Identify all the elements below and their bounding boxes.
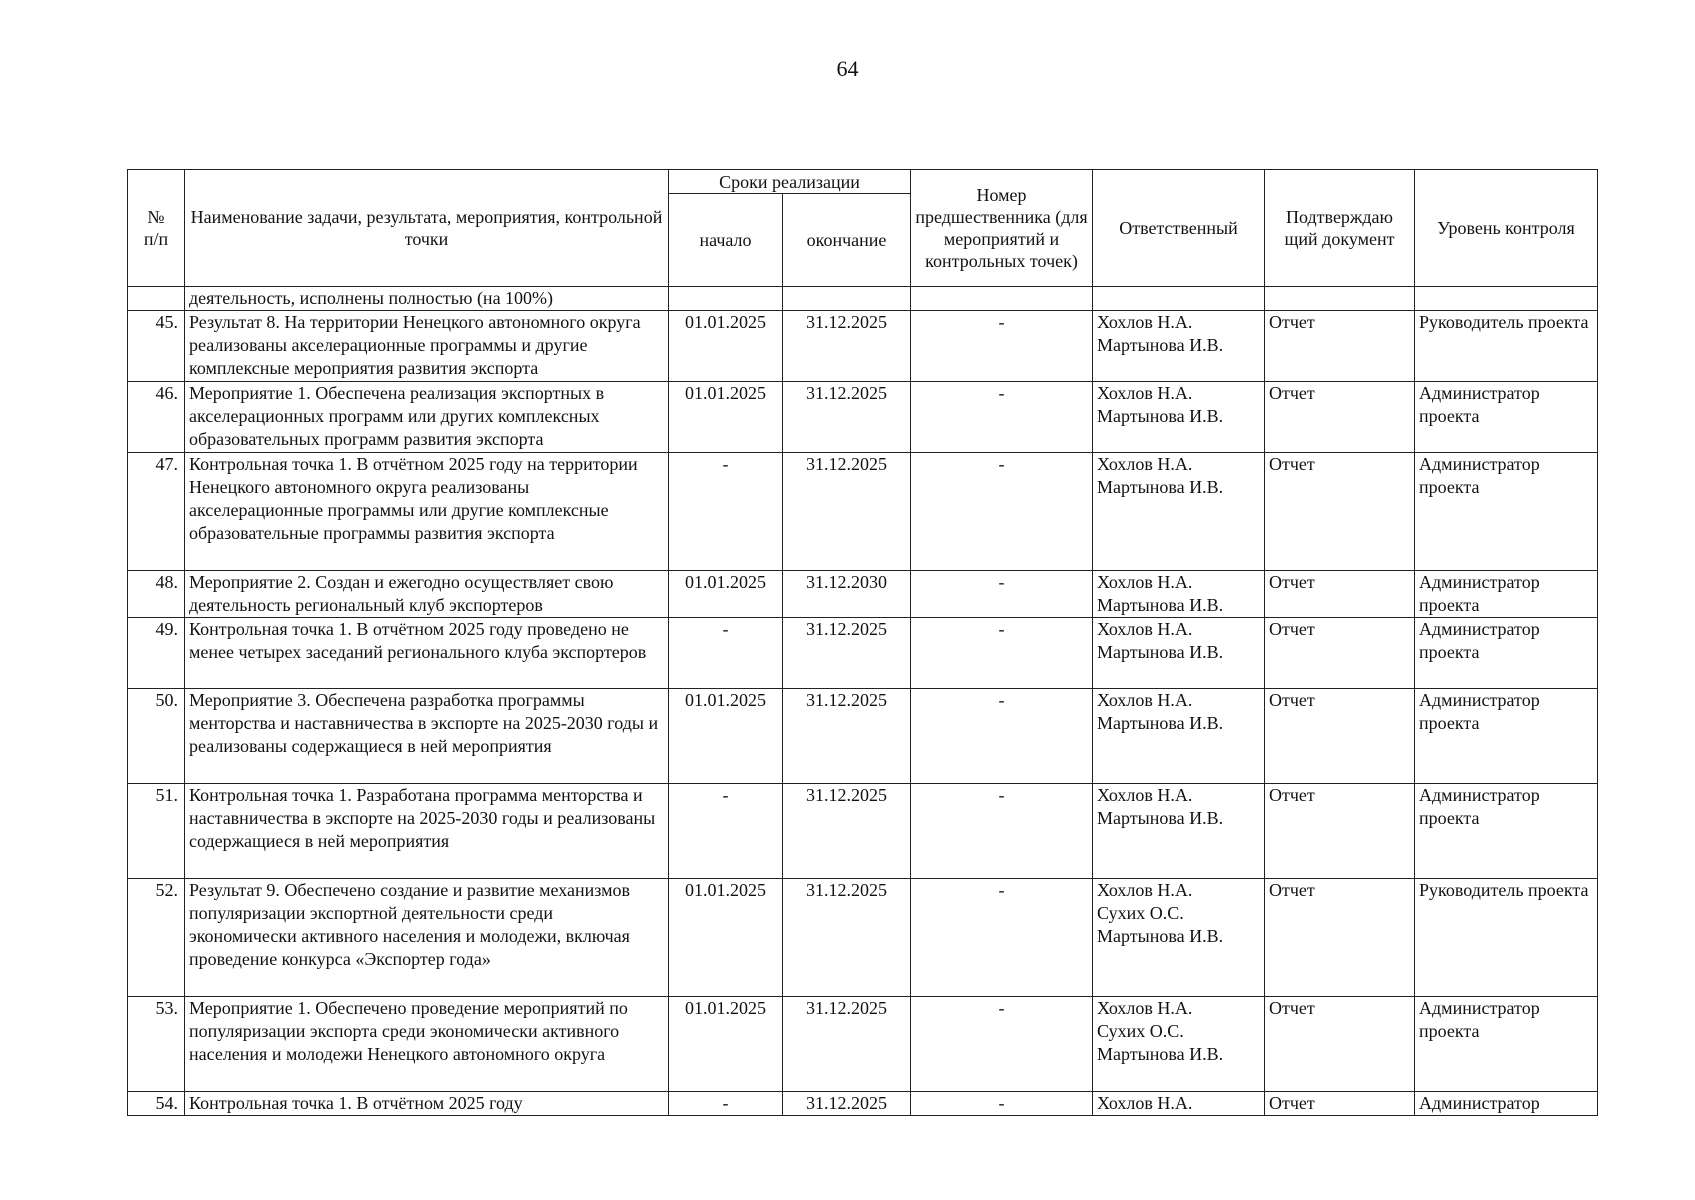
table-row [128, 689, 1598, 784]
cell-responsible: Хохлов Н.А. Мартынова И.В. [1093, 689, 1265, 784]
cell-end: 31.12.2025 [783, 1092, 911, 1116]
table-row [128, 1092, 1598, 1116]
cell-name: Результат 8. На территории Ненецкого автономного округа реализованы акселерационные программы и другие комплексные мероприятия развития экспорта [185, 311, 669, 382]
cell-name: Контрольная точка 1. Разработана программа менторства и наставничества в экспорте на 2025-2030 годы и реализованы содержащиеся в ней мероприятия [185, 784, 669, 879]
cell-responsible: Хохлов Н.А. Мартынова И.В. [1093, 453, 1265, 571]
cell-control: Администратор проекта [1415, 618, 1598, 689]
cell-document: Отчет [1265, 879, 1415, 997]
cell-num: 50. [128, 689, 185, 784]
cell-predecessor: - [911, 689, 1093, 784]
cell-document: Отчет [1265, 571, 1415, 618]
cell-responsible: Хохлов Н.А. Сухих О.С. Мартынова И.В. [1093, 997, 1265, 1092]
project-plan-table [127, 169, 1598, 1116]
cell-predecessor: - [911, 382, 1093, 453]
cell-control: Администратор проекта [1415, 382, 1598, 453]
cell-control: Администратор проекта [1415, 784, 1598, 879]
cell-end: 31.12.2025 [783, 997, 911, 1092]
cell-num: 48. [128, 571, 185, 618]
cell-predecessor: - [911, 784, 1093, 879]
cell-control: Администратор проекта [1415, 571, 1598, 618]
cell-name: Контрольная точка 1. В отчётном 2025 году на территории Ненецкого автономного округа реализованы акселерационные программы или другие комплексные образовательные программы развития экспорта [185, 453, 669, 571]
cell-control: Администратор проекта [1415, 689, 1598, 784]
header-num: № п/п [128, 170, 185, 287]
cell-start: 01.01.2025 [669, 997, 783, 1092]
cell-responsible [1093, 287, 1265, 311]
cell-start: - [669, 618, 783, 689]
cell-start: 01.01.2025 [669, 571, 783, 618]
cell-responsible: Хохлов Н.А. Мартынова И.В. [1093, 618, 1265, 689]
table-row [128, 571, 1598, 618]
cell-responsible: Хохлов Н.А. Мартынова И.В. [1093, 382, 1265, 453]
continuation-row [128, 287, 1598, 311]
cell-document: Отчет [1265, 382, 1415, 453]
cell-control: Администратор проекта [1415, 453, 1598, 571]
table-row [128, 879, 1598, 997]
table-row [128, 618, 1598, 689]
cell-end: 31.12.2025 [783, 689, 911, 784]
cell-start: 01.01.2025 [669, 311, 783, 382]
table-row [128, 382, 1598, 453]
cell-predecessor: - [911, 1092, 1093, 1116]
cell-num: 46. [128, 382, 185, 453]
cell-document: Отчет [1265, 689, 1415, 784]
cell-start: - [669, 784, 783, 879]
cell-control: Администратор [1415, 1092, 1598, 1116]
table-row [128, 311, 1598, 382]
cell-start: 01.01.2025 [669, 382, 783, 453]
cell-start: 01.01.2025 [669, 879, 783, 997]
table-body [128, 287, 1598, 1116]
cell-responsible: Хохлов Н.А. Мартынова И.В. [1093, 311, 1265, 382]
cell-control: Руководитель проекта [1415, 311, 1598, 382]
header-responsible: Ответственный [1093, 170, 1265, 287]
header-end: окончание [783, 194, 911, 287]
cell-document [1265, 287, 1415, 311]
cell-document: Отчет [1265, 1092, 1415, 1116]
cell-name: Контрольная точка 1. В отчётном 2025 году [185, 1092, 669, 1116]
cell-control: Администратор проекта [1415, 997, 1598, 1092]
cell-end: 31.12.2025 [783, 879, 911, 997]
cell-document: Отчет [1265, 453, 1415, 571]
cell-end: 31.12.2025 [783, 784, 911, 879]
cell-start: - [669, 1092, 783, 1116]
cell-document: Отчет [1265, 784, 1415, 879]
cell-name: деятельность, исполнены полностью (на 100%) [185, 287, 669, 311]
cell-document: Отчет [1265, 311, 1415, 382]
cell-num: 47. [128, 453, 185, 571]
header-row [128, 170, 1598, 194]
cell-start [669, 287, 783, 311]
header-document: Подтверждаю щий документ [1265, 170, 1415, 287]
cell-predecessor: - [911, 453, 1093, 571]
cell-end: 31.12.2030 [783, 571, 911, 618]
header-predecessor: Номер предшественника (для мероприятий и контрольных точек) [911, 170, 1093, 287]
cell-start: 01.01.2025 [669, 689, 783, 784]
cell-start: - [669, 453, 783, 571]
cell-num [128, 287, 185, 311]
cell-predecessor [911, 287, 1093, 311]
table-row [128, 997, 1598, 1092]
cell-name: Мероприятие 2. Создан и ежегодно осуществляет свою деятельность региональный клуб экспортеров [185, 571, 669, 618]
cell-name: Мероприятие 1. Обеспечена реализация экспортных в акселерационных программ или других комплексных образовательных программ развития экспорта [185, 382, 669, 453]
page-number: 64 [836, 56, 859, 81]
cell-responsible: Хохлов Н.А. Сухих О.С. Мартынова И.В. [1093, 879, 1265, 997]
cell-responsible: Хохлов Н.А. Мартынова И.В. [1093, 571, 1265, 618]
header-name: Наименование задачи, результата, мероприятия, контрольной точки [185, 170, 669, 287]
cell-predecessor: - [911, 571, 1093, 618]
cell-predecessor: - [911, 311, 1093, 382]
cell-document: Отчет [1265, 997, 1415, 1092]
cell-num: 52. [128, 879, 185, 997]
cell-name: Результат 9. Обеспечено создание и развитие механизмов популяризации экспортной деятельности среди экономически активного населения и молодежи, включая проведение конкурса «Экспортер года» [185, 879, 669, 997]
cell-end: 31.12.2025 [783, 382, 911, 453]
cell-name: Мероприятие 3. Обеспечена разработка программы менторства и наставничества в экспорте на 2025-2030 годы и реализованы содержащиеся в ней мероприятия [185, 689, 669, 784]
cell-document: Отчет [1265, 618, 1415, 689]
cell-control [1415, 287, 1598, 311]
header-deadlines: Сроки реализации [669, 170, 911, 194]
cell-end: 31.12.2025 [783, 453, 911, 571]
cell-num: 53. [128, 997, 185, 1092]
cell-num: 54. [128, 1092, 185, 1116]
cell-predecessor: - [911, 997, 1093, 1092]
header-start: начало [669, 194, 783, 287]
cell-responsible: Хохлов Н.А. [1093, 1092, 1265, 1116]
cell-control: Руководитель проекта [1415, 879, 1598, 997]
cell-num: 45. [128, 311, 185, 382]
cell-end: 31.12.2025 [783, 618, 911, 689]
table-row [128, 453, 1598, 571]
cell-name: Мероприятие 1. Обеспечено проведение мероприятий по популяризации экспорта среди экономически активного населения и молодежи Ненецкого автономного округа [185, 997, 669, 1092]
cell-responsible: Хохлов Н.А. Мартынова И.В. [1093, 784, 1265, 879]
cell-end: 31.12.2025 [783, 311, 911, 382]
cell-predecessor: - [911, 618, 1093, 689]
cell-end [783, 287, 911, 311]
cell-name: Контрольная точка 1. В отчётном 2025 году проведено не менее четырех заседаний регионального клуба экспортеров [185, 618, 669, 689]
cell-num: 51. [128, 784, 185, 879]
cell-num: 49. [128, 618, 185, 689]
cell-predecessor: - [911, 879, 1093, 997]
header-control-level: Уровень контроля [1415, 170, 1598, 287]
table-row [128, 784, 1598, 879]
